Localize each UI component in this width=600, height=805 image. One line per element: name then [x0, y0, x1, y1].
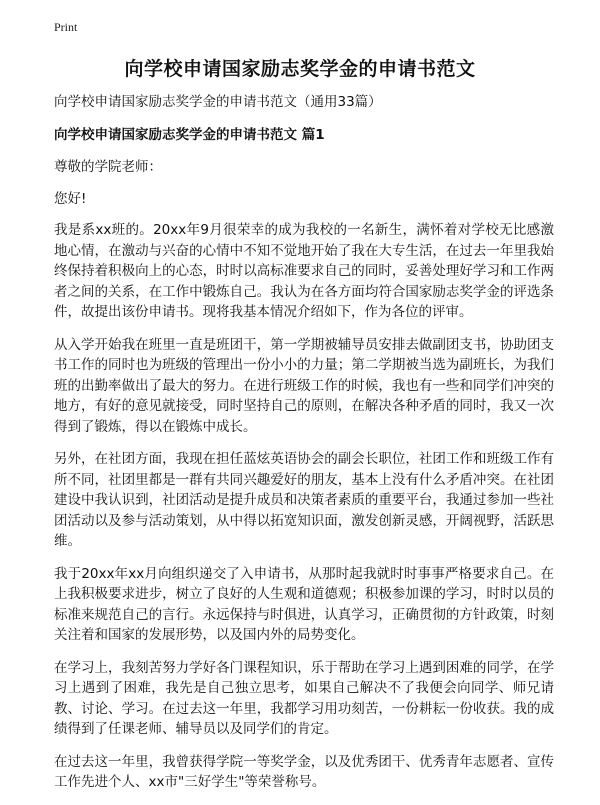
paragraph-6: 在过去这一年里，我曾获得学院一等奖学金，以及优秀团干、优秀青年志愿者、宣传工作先进个人、xx市"三好学生"等荣誉称号。 — [54, 753, 554, 790]
paragraph-1: 我是系xx班的。20xx年9月很荣幸的成为我校的一名新生，满怀着对学校无比感激地心情，在激动与兴奋的心情中不知不觉地开始了我在大专生活，在过去一年里我始终保持着积极向上的心态，时时以高标准要求自己的同时，妥善处理好学习和工作两者之间的关系，在工作中锻炼自己。我认为在各方面均符合国家励志奖学金的评选条件，故提出该份申请书。现将我基本情况介绍如下，作为各位的评审。 — [54, 222, 554, 320]
document-title: 向学校申请国家励志奖学金的申请书范文 — [124, 58, 476, 80]
section-heading: 向学校申请国家励志奖学金的申请书范文 篇1 — [54, 126, 325, 143]
print-label[interactable]: Print — [54, 20, 78, 34]
document-body — [54, 92, 554, 805]
document-subtitle: 向学校申请国家励志奖学金的申请书范文（通用33篇） — [54, 94, 382, 110]
paragraph-4: 我于20xx年xx月向组织递交了入申请书，从那时起我就时时事事严格要求自己。在上我积极要求进步，树立了良好的人生观和道德观；积极参加课的学习，时时以员的标准来规范自己的言行。永远保持与时俱进，认真学习，正确贯彻的方针政策，时刻关注着和国家的发展形势，以及国内外的局势变化。 — [54, 565, 554, 643]
paragraph-2: 从入学开始我在班里一直是班团干，第一学期被辅导员安排去做副团支书，协助团支书工作的同时也为班级的管理出一份小小的力量；第二学期被当选为副班长，为我们班的出勤率做出了最大的努力。在进行班级工作的时候，我也有一些和同学们冲突的地方，有好的意见就接受，同时坚持自己的原则，在解决各种矛盾的同时，我又一次得到了锻炼，得以在锻炼中成长。 — [54, 336, 554, 435]
paragraph-5: 在学习上，我刻苦努力学好各门课程知识，乐于帮助在学习上遇到困难的同学，在学习上遇到了困难，我先是自己独立思考，如果自己解决不了我便会向同学、师兄请教、讨论、学习。在过去这一年里，我都学习用功刻苦，一份耕耘一份收获。我的成绩得到了任课老师、辅导员以及同学们的肯定。 — [54, 659, 554, 737]
paragraph-3: 另外，在社团方面，我现在担任蓝炫英语协会的副会长职位，社团工作和班级工作有所不同，社团里都是一群有共同兴趣爱好的朋友，基本上没有什么矛盾冲突。在社团建设中我认识到，社团活动是提升成员和决策者素质的重要平台，我通过参加一些社团活动以及参与活动策划，从中得以拓宽知识面，激发创新灵感，开阔视野，活跃思维。 — [54, 451, 554, 549]
greeting: 您好! — [54, 190, 87, 207]
salutation: 尊敬的学院老师： — [54, 159, 162, 175]
